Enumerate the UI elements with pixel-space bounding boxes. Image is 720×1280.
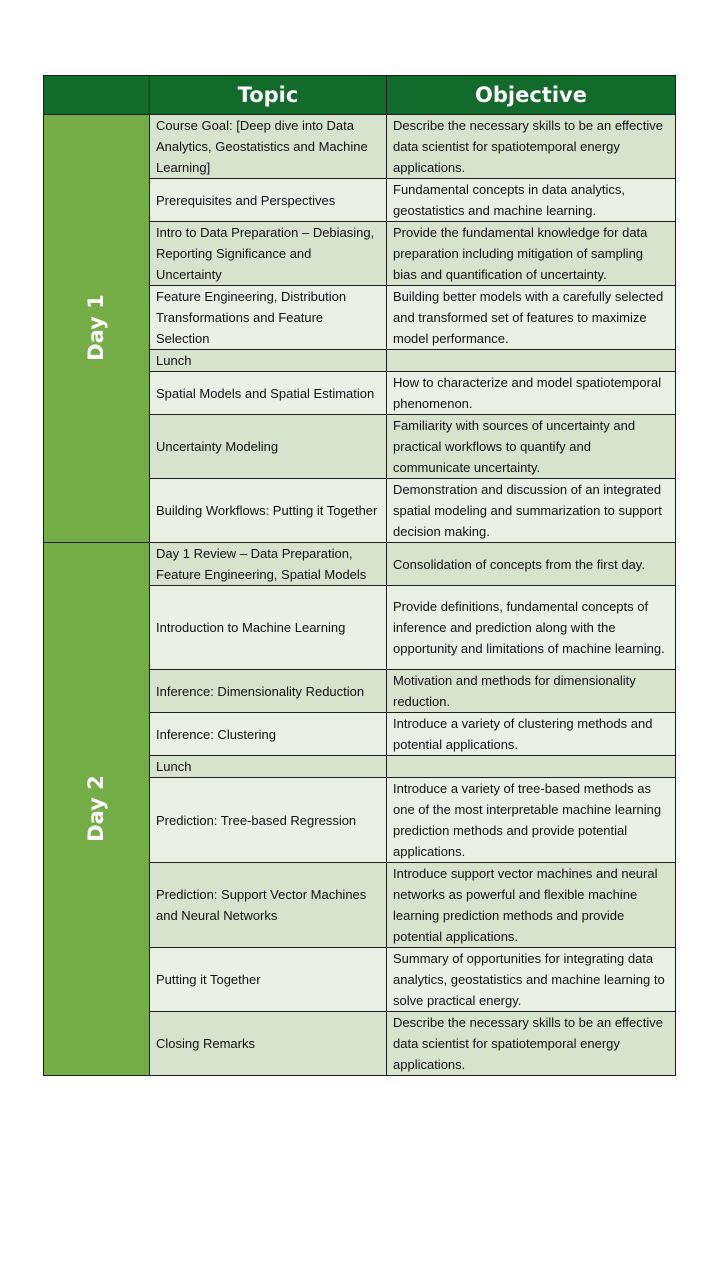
topic-cell: Putting it Together: [150, 948, 387, 1012]
objective-cell: Introduce support vector machines and neural networks as powerful and flexible machine learning prediction methods and provide potential applications.: [387, 863, 676, 948]
objective-cell: Building better models with a carefully selected and transformed set of features to maximize model performance.: [387, 286, 676, 350]
topic-cell: Inference: Clustering: [150, 713, 387, 756]
topic-cell: Intro to Data Preparation – Debiasing, Reporting Significance and Uncertainty: [150, 222, 387, 286]
objective-cell: Describe the necessary skills to be an effective data scientist for spatiotemporal energy applications.: [387, 115, 676, 179]
topic-cell: Course Goal: [Deep dive into Data Analytics, Geostatistics and Machine Learning]: [150, 115, 387, 179]
header-day: [44, 76, 150, 115]
topic-cell: Lunch: [150, 756, 387, 778]
topic-cell: Inference: Dimensionality Reduction: [150, 670, 387, 713]
objective-cell: Demonstration and discussion of an integrated spatial modeling and summarization to support decision making.: [387, 479, 676, 543]
objective-cell: Introduce a variety of tree-based methods as one of the most interpretable machine learning prediction methods and provide potential applications.: [387, 778, 676, 863]
header-row: [44, 76, 676, 115]
topic-cell: Closing Remarks: [150, 1012, 387, 1076]
day-cell: [44, 543, 150, 1076]
objective-cell: Introduce a variety of clustering methods and potential applications.: [387, 713, 676, 756]
objective-cell: Consolidation of concepts from the first day.: [387, 543, 676, 586]
day-label: Day 2: [83, 774, 108, 842]
topic-cell: Feature Engineering, Distribution Transformations and Feature Selection: [150, 286, 387, 350]
topic-cell: Spatial Models and Spatial Estimation: [150, 372, 387, 415]
day-label: Day 1: [83, 294, 108, 361]
header-objective: Objective: [387, 76, 676, 115]
topic-cell: Day 1 Review – Data Preparation, Feature Engineering, Spatial Models: [150, 543, 387, 586]
topic-cell: Uncertainty Modeling: [150, 415, 387, 479]
objective-cell: Fundamental concepts in data analytics, geostatistics and machine learning.: [387, 179, 676, 222]
header-topic: Topic: [150, 76, 387, 115]
schedule-row: [44, 115, 676, 179]
objective-cell: [387, 756, 676, 778]
schedule-row: [44, 543, 676, 586]
objective-cell: Motivation and methods for dimensionality reduction.: [387, 670, 676, 713]
course-schedule-table: [43, 75, 676, 1076]
objective-cell: [387, 350, 676, 372]
objective-cell: How to characterize and model spatiotemporal phenomenon.: [387, 372, 676, 415]
objective-cell: Provide definitions, fundamental concepts of inference and prediction along with the opportunity and limitations of machine learning.: [387, 586, 676, 670]
topic-cell: Lunch: [150, 350, 387, 372]
topic-cell: Building Workflows: Putting it Together: [150, 479, 387, 543]
objective-cell: Describe the necessary skills to be an effective data scientist for spatiotemporal energy applications.: [387, 1012, 676, 1076]
objective-cell: Provide the fundamental knowledge for data preparation including mitigation of sampling bias and quantification of uncertainty.: [387, 222, 676, 286]
topic-cell: Prerequisites and Perspectives: [150, 179, 387, 222]
topic-cell: Introduction to Machine Learning: [150, 586, 387, 670]
objective-cell: Familiarity with sources of uncertainty and practical workflows to quantify and communicate uncertainty.: [387, 415, 676, 479]
topic-cell: Prediction: Tree-based Regression: [150, 778, 387, 863]
day-cell: [44, 115, 150, 543]
topic-cell: Prediction: Support Vector Machines and Neural Networks: [150, 863, 387, 948]
objective-cell: Summary of opportunities for integrating data analytics, geostatistics and machine learning to solve practical energy.: [387, 948, 676, 1012]
